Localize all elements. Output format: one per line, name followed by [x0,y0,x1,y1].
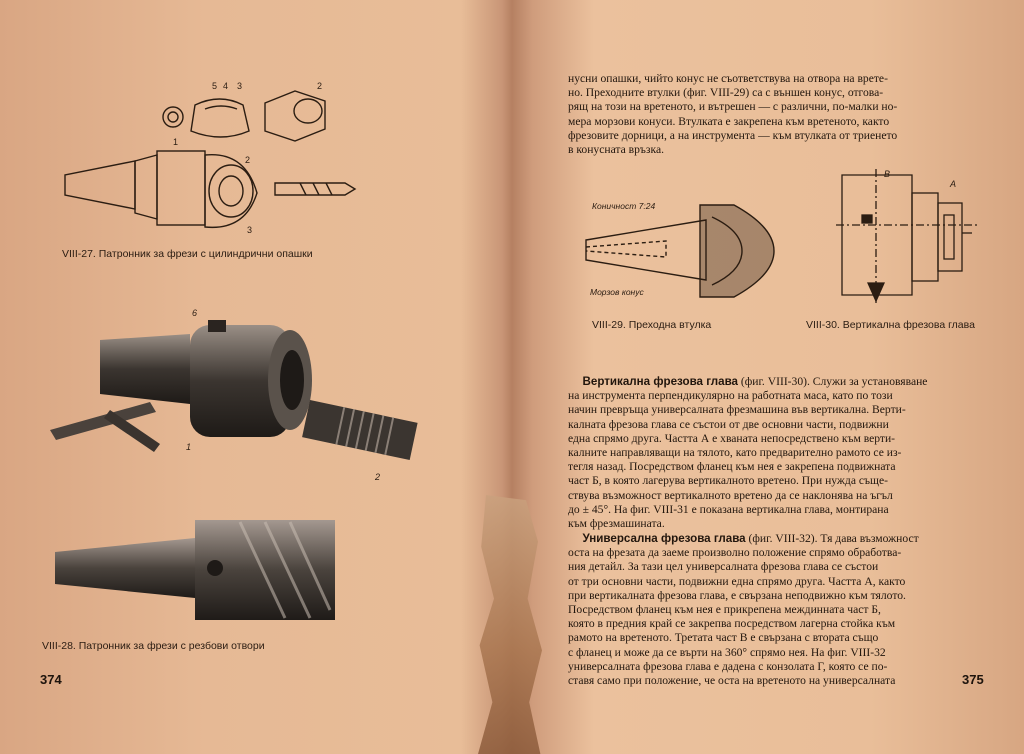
figure-viii-30 [832,165,982,310]
figure-label: В [884,169,891,179]
text-line: ствува възможност вертикалното вретено да се наклонява на ъгъл [568,488,893,502]
text-line: оста на фрезата да заеме произволно положение спрямо обработва- [568,546,902,560]
text-line: рящ на този на вретеното, и вътрешен — с различни, по-малки но- [568,100,898,114]
part-label: 6 [192,308,198,318]
text-line: с фланец и може да се върти на 360° спрямо нея. На фиг. VIII-32 [568,645,886,659]
text-line: рамото на вретеното. Третата част В е свързана с втората също [568,631,879,645]
figure-label: Коничност 7:24 [592,201,656,211]
part-label: 4 [223,81,229,91]
page-number: 374 [40,672,62,687]
figure-caption: VIII-30. Вертикална фрезова глава [806,319,975,331]
part-label: 2 [245,155,251,165]
part-label: 1 [186,442,192,452]
figure-caption: VIII-28. Патронник за фрези с резбови отвори [42,640,265,652]
text-line: Посредством фланец към нея е прикрепена междинната част Б, [568,603,881,617]
text-line: на инструмента перпендикулярно на работната маса, като по този [568,389,893,403]
text-line: ния детайл. За тази цел универсалната фрезова глава се състои [568,560,879,574]
part-label: 2 [375,472,381,482]
text-line: (фиг. VIII-32). Тя дава възможност [745,532,919,545]
text-line: част Б, в която лагерува вертикалното вретено. При нужда съще- [568,474,888,488]
intro-paragraph [568,72,998,157]
part-label: 5 [212,81,218,91]
text-line: начин превръща универсалната фрезмашина във вертикална. Верти- [568,403,906,417]
section-heading: Вертикална фрезова глава [582,375,738,388]
text-line: която в предния край се закрепва посредством лагерна стойка към [568,617,896,631]
section-vertical-head [568,375,998,531]
figure-viii-28 [45,510,345,630]
text-line: фрезовите дорници, а на инструмента — към втулката от триенето [568,128,898,142]
text-line: (фиг. VIII-30). Служи за установяване [738,375,928,388]
text-line: тегля назад. Посредством фланец към нея е закрепена подвижната [568,460,896,474]
section-heading: Универсална фрезова глава [582,532,746,545]
part-label: 3 [237,81,243,91]
text-line: мера морзови конуси. Втулката е закрепена към вретеното, както [568,114,890,128]
figure-chuck-photo [40,300,440,490]
part-label: 3 [247,225,253,235]
text-line: към фрезмашината. [568,517,665,531]
figure-label: Морзов конус [590,287,644,297]
page-number: 375 [962,672,984,687]
text-line: калната фрезова глава се състои от две основни части, подвижни [568,417,889,431]
right-page [512,0,1024,754]
text-line: при вертикалната фрезова глава, е свързана неподвижно към тялото. [568,588,906,602]
text-line: от три основни части, подвижни една спрямо друга. Частта А, както [568,574,906,588]
part-label: 1 [173,137,179,147]
text-line: нусни опашки, чийто конус не съответствува на отвора на врете- [568,72,888,85]
text-line: до ± 45°. На фиг. VIII-31 е показана вертикална глава, монтирана [568,502,889,516]
text-line: една спрямо друга. Частта А е хваната непосредствено към верти- [568,431,896,445]
left-page [0,0,505,754]
figure-viii-27 [55,75,365,245]
text-line: универсалната фрезова глава е дадена с конзолата Г, която се по- [568,659,888,673]
figure-caption: VIII-29. Преходна втулка [592,319,712,331]
part-label: 2 [317,81,323,91]
section-universal-head [568,532,998,688]
figure-viii-29 [582,195,792,310]
figure-label: А [950,179,957,189]
figure-caption: VIII-27. Патронник за фрези с цилиндрични опашки [62,248,313,260]
text-line: в конусната връзка. [568,143,665,157]
text-line: калните направляващи на тялото, като предварително рамото се из- [568,446,902,460]
text-line: но. Преходните втулки (фиг. VIII-29) са с външен конус, отгова- [568,86,884,100]
text-line: ставя само при положение, че оста на вретеното на универсалната [568,674,896,688]
